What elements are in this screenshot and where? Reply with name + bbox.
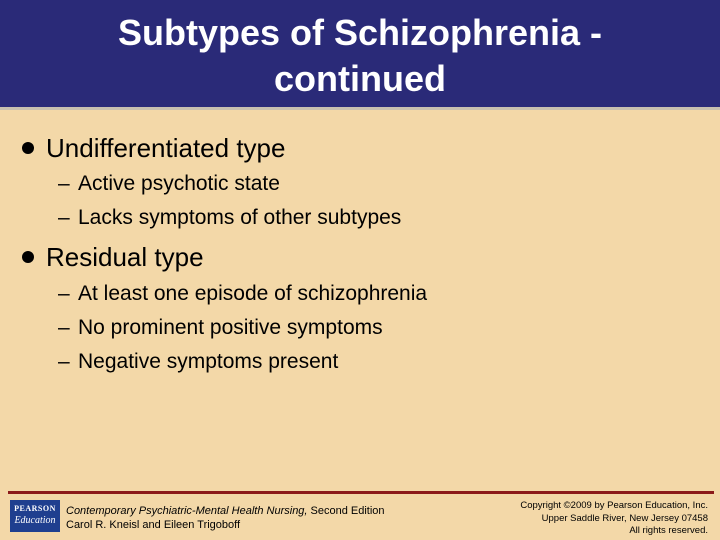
sub-bullet	[58, 314, 383, 342]
sub-bullet	[58, 348, 338, 376]
book-authors: Carol R. Kneisl and Eileen Trigoboff	[66, 519, 241, 531]
sub-bullet	[58, 204, 401, 232]
book-title: Contemporary Psychiatric-Mental Health Nursing,	[66, 505, 308, 517]
logo-top-text: PEARSON	[14, 504, 56, 513]
dash-icon: –	[58, 316, 70, 339]
copyright-line: Upper Saddle River, New Jersey 07458	[541, 512, 708, 524]
sub-bullet	[58, 170, 280, 198]
slide-title-line2: continued	[274, 58, 446, 99]
logo-bottom-text: Education	[14, 515, 56, 526]
dash-icon: –	[58, 172, 70, 195]
copyright-line: Copyright ©2009 by Pearson Education, Inc.	[520, 500, 708, 511]
slide-title	[0, 10, 720, 102]
slide-title-line1: Subtypes of Schizophrenia -	[117, 12, 603, 53]
copyright-notice	[520, 500, 708, 538]
book-edition: Second Edition	[307, 505, 385, 517]
title-divider	[0, 107, 720, 110]
bullet-dot-icon	[22, 251, 34, 263]
pearson-logo	[10, 500, 60, 532]
dash-icon: –	[58, 206, 70, 229]
dash-icon: –	[58, 282, 70, 305]
sub-bullet-text: Lacks symptoms of other subtypes	[78, 206, 402, 229]
bullet-undifferentiated	[22, 132, 285, 164]
bullet-text: Undifferentiated type	[46, 133, 286, 163]
bullet-residual	[22, 241, 204, 273]
sub-bullet-text: At least one episode of schizophrenia	[78, 282, 428, 305]
bullet-dot-icon	[22, 142, 34, 154]
sub-bullet-text: No prominent positive symptoms	[78, 316, 383, 339]
dash-icon: –	[58, 350, 70, 373]
copyright-line: All rights reserved.	[629, 525, 708, 536]
sub-bullet-text: Active psychotic state	[78, 172, 280, 195]
bullet-text: Residual type	[46, 242, 204, 272]
sub-bullet	[58, 280, 427, 308]
book-citation	[66, 504, 385, 532]
title-bar	[0, 0, 720, 107]
sub-bullet-text: Negative symptoms present	[78, 350, 339, 373]
footer-divider	[8, 491, 714, 494]
